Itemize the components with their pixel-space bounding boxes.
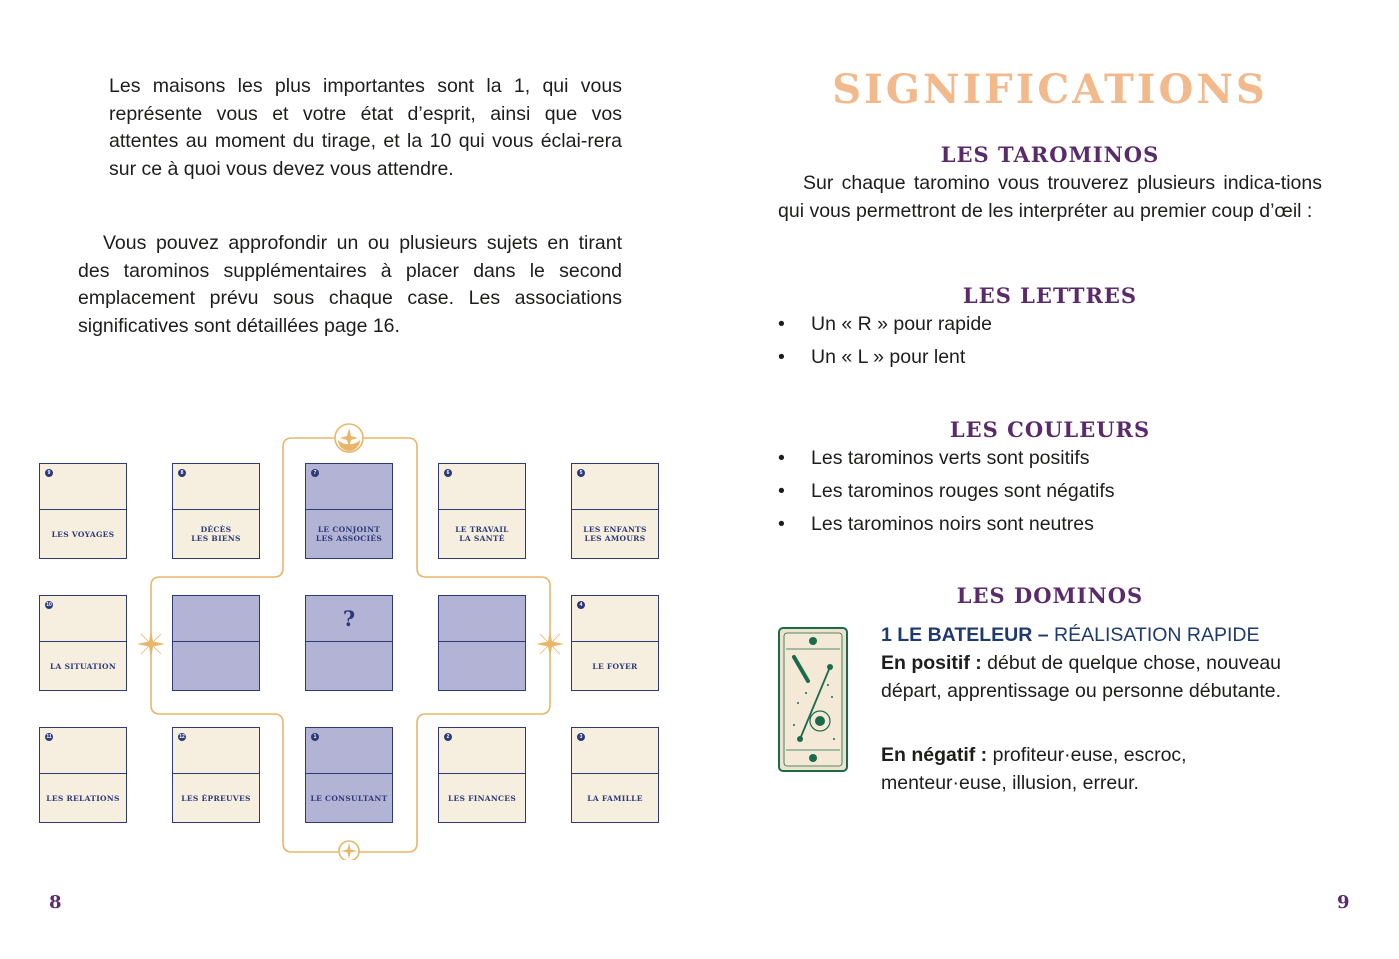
right-star-icon bbox=[536, 630, 564, 658]
center-question-card bbox=[305, 595, 393, 691]
positive-meaning: début de quelque chose, nouveau départ, apprentissage ou personne débutante. bbox=[881, 652, 1282, 702]
second-paragraph: Vous pouvez approfondir un ou plusieurs sujets en tirant des tarominos supplémentaires à placer dans le second emplacement prévu sous chaque case. Les associations significatives sont détaillées page 16. bbox=[78, 232, 622, 337]
house-number-badge: 7 bbox=[311, 469, 319, 477]
section-heading-dominos: LES DOMINOS bbox=[956, 583, 1144, 608]
empty-slot-left bbox=[172, 595, 260, 691]
house-label: LA SITUATION bbox=[40, 641, 126, 690]
house-label: LE TRAVAIL LA SANTÉ bbox=[439, 509, 525, 558]
house-3-card bbox=[571, 727, 659, 823]
house-number-badge: 9 bbox=[45, 469, 53, 477]
section-heading-couleurs: LES COULEURS bbox=[949, 417, 1151, 442]
list-item: • Un « L » pour lent bbox=[778, 341, 1322, 374]
domino-entry-subtitle: RÉALISATION RAPIDE bbox=[1054, 624, 1260, 646]
bottom-sun-icon bbox=[339, 841, 359, 860]
house-12-card bbox=[172, 727, 260, 823]
negative-label: En négatif : bbox=[881, 744, 988, 766]
domino-negative-text bbox=[881, 742, 1241, 797]
house-label: LA FAMILLE bbox=[572, 773, 658, 822]
house-6-card bbox=[438, 463, 526, 559]
spread-diagram bbox=[0, 420, 700, 860]
list-item: • Un « R » pour rapide bbox=[778, 308, 1322, 341]
house-8-card bbox=[172, 463, 260, 559]
list-item: • Les tarominos noirs sont neutres bbox=[778, 508, 1322, 541]
house-label: LES VOYAGES bbox=[40, 509, 126, 558]
house-5-card bbox=[571, 463, 659, 559]
page-number-right: 9 bbox=[1337, 892, 1350, 913]
house-number-badge: 11 bbox=[46, 734, 52, 740]
house-label: LE FOYER bbox=[572, 641, 658, 690]
section-heading-lettres: LES LETTRES bbox=[962, 283, 1138, 308]
house-number-badge: 3 bbox=[577, 733, 585, 741]
section-heading-tarominos: LES TAROMINOS bbox=[940, 142, 1160, 167]
couleurs-list bbox=[778, 442, 1322, 541]
house-4-card bbox=[571, 595, 659, 691]
house-number-badge: 12 bbox=[179, 734, 185, 740]
house-label: DÉCÈS LES BIENS bbox=[173, 509, 259, 558]
domino-entry-heading bbox=[881, 622, 1321, 649]
house-number-badge: 4 bbox=[577, 601, 585, 609]
domino-positive-text bbox=[881, 650, 1321, 705]
list-item: • Les tarominos rouges sont négatifs bbox=[778, 475, 1322, 508]
house-10-card bbox=[39, 595, 127, 691]
house-7-card bbox=[305, 463, 393, 559]
bateleur-domino-icon bbox=[778, 627, 848, 772]
house-number-badge: 6 bbox=[444, 469, 452, 477]
house-1-card bbox=[305, 727, 393, 823]
house-number-badge: 10 bbox=[46, 602, 52, 608]
positive-label: En positif : bbox=[881, 652, 982, 674]
domino-card-image bbox=[778, 627, 848, 772]
left-star-icon bbox=[137, 630, 165, 658]
top-moon-star-icon bbox=[335, 424, 363, 452]
tarominos-paragraph: Sur chaque taromino vous trouverez plusieurs indica-tions qui vous permettront de les interpréter au premier coup d’œil : bbox=[778, 172, 1322, 222]
lettres-list bbox=[778, 308, 1322, 374]
question-mark: ? bbox=[342, 606, 356, 631]
house-9-card bbox=[39, 463, 127, 559]
house-2-card bbox=[438, 727, 526, 823]
house-number-badge: 5 bbox=[577, 469, 585, 477]
house-label: LE CONJOINT LES ASSOCIÉS bbox=[306, 509, 392, 558]
page-number-left: 8 bbox=[49, 892, 62, 913]
house-11-card bbox=[39, 727, 127, 823]
house-label: LES ENFANTS LES AMOURS bbox=[572, 509, 658, 558]
house-label: LES FINANCES bbox=[439, 773, 525, 822]
list-item: • Les tarominos verts sont positifs bbox=[778, 442, 1322, 475]
negative-meaning: profiteur·euse, escroc, menteur·euse, illusion, erreur. bbox=[881, 744, 1187, 794]
house-label: LE CONSULTANT bbox=[306, 773, 392, 822]
empty-slot-right bbox=[438, 595, 526, 691]
page-title: SIGNIFICATIONS bbox=[832, 66, 1268, 113]
domino-entry-title: 1 LE BATELEUR – bbox=[881, 624, 1049, 646]
house-number-badge: 2 bbox=[444, 733, 452, 741]
intro-paragraph: Les maisons les plus importantes sont la 1, qui vous représente vous et votre état d’esprit, ainsi que vos attentes au moment du tirage, et la 10 qui vous éclai-rera sur ce à quoi vous devez vous attendre. bbox=[109, 75, 622, 180]
house-label: LES ÉPREUVES bbox=[173, 773, 259, 822]
house-number-badge: 8 bbox=[178, 469, 186, 477]
house-number-badge: 1 bbox=[311, 733, 319, 741]
house-label: LES RELATIONS bbox=[40, 773, 126, 822]
